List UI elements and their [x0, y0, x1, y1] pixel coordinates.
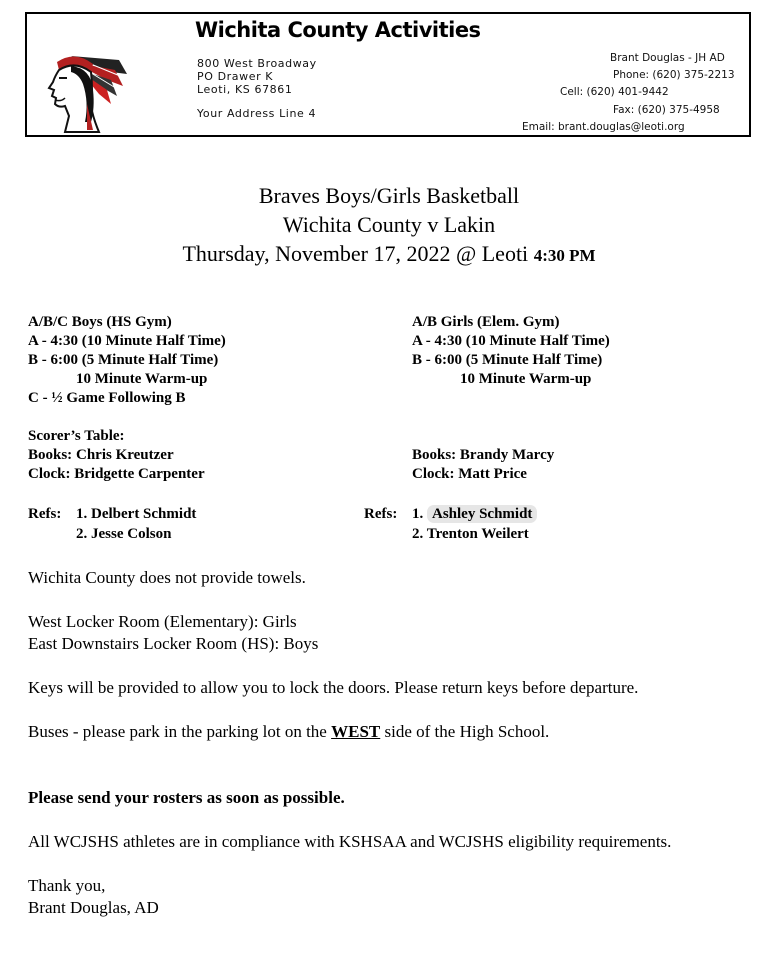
girls-ref-2: 2. Trenton Weilert — [412, 526, 529, 542]
address-line-3: Leoti, KS 67861 — [197, 83, 293, 96]
locker-west: West Locker Room (Elementary): Girls — [28, 612, 297, 631]
heading-line-2: Wichita County v Lakin — [282, 212, 496, 237]
boys-books: Chris Kreutzer — [76, 447, 174, 463]
boys-title: A/B/C Boys (HS Gym) — [28, 314, 172, 330]
contact-name: Brant Douglas - JH AD — [610, 52, 725, 64]
buses-note-end: side of the High School. — [384, 722, 550, 741]
address-line-1: 800 West Broadway — [197, 57, 317, 70]
girls-refs-label: Refs: — [364, 506, 398, 522]
buses-note — [28, 722, 549, 742]
braves-logo — [41, 42, 131, 134]
girls-title: A/B Girls (Elem. Gym) — [412, 314, 560, 330]
boys-refs-label: Refs: — [28, 506, 62, 522]
boys-game-a: A - 4:30 (10 Minute Half Time) — [28, 333, 226, 349]
compliance-note: All WCJSHS athletes are in compliance with KSHSAA and WCJSHS eligibility requirements. — [28, 832, 672, 851]
keys-note: Keys will be provided to allow you to lock the doors. Please return keys before departure. — [28, 678, 639, 697]
boys-clock: Clock: Bridgette Carpenter — [28, 466, 205, 482]
buses-note-start: Buses - please park in the parking lot on the — [28, 722, 327, 741]
contact-phone: Phone: (620) 375-2213 — [613, 69, 735, 81]
girls-game-a: A - 4:30 (10 Minute Half Time) — [412, 333, 610, 349]
signature: Brant Douglas, AD — [28, 898, 159, 917]
address-line-2: PO Drawer K — [197, 70, 274, 83]
boys-ref-2: 2. Jesse Colson — [76, 526, 172, 542]
girls-ref-1-number: 1. — [412, 506, 424, 522]
rosters-note: Please send your rosters as soon as possible. — [28, 788, 345, 807]
address-line-4: Your Address Line 4 — [197, 107, 317, 120]
heading-line-3 — [0, 241, 778, 267]
girls-clock: Clock: Matt Price — [412, 466, 527, 482]
heading-line-1: Braves Boys/Girls Basketball — [258, 183, 520, 208]
contact-fax: Fax: (620) 375-4958 — [613, 104, 720, 116]
girls-ref-1-name-highlight[interactable]: Ashley Schmidt — [427, 505, 537, 523]
letterhead-title: Wichita County Activities — [195, 18, 481, 42]
buses-west-emphasis: WEST — [331, 722, 381, 741]
contact-cell: Cell: (620) 401-9442 — [560, 86, 669, 98]
girls-game-b: B - 6:00 (5 Minute Half Time) — [412, 352, 603, 368]
letterhead — [25, 12, 751, 137]
towels-note: Wichita County does not provide towels. — [28, 568, 306, 587]
heading-time: 4:30 PM — [533, 246, 596, 265]
boys-warmup: 10 Minute Warm-up — [76, 371, 208, 387]
contact-email[interactable]: Email: brant.douglas@leoti.org — [522, 121, 685, 133]
boys-ref-1: 1. Delbert Schmidt — [76, 506, 197, 522]
scorers-title: Scorer’s Table: — [28, 428, 125, 444]
locker-east: East Downstairs Locker Room (HS): Boys — [28, 634, 319, 653]
girls-books: Books: Brandy Marcy — [412, 447, 555, 463]
girls-warmup: 10 Minute Warm-up — [460, 371, 592, 387]
boys-game-c: C - ½ Game Following B — [28, 390, 186, 406]
girls-ref-1 — [412, 506, 537, 523]
thanks: Thank you, — [28, 876, 106, 895]
boys-books-label: Books: — [28, 447, 73, 463]
heading-date: Thursday, November 17, 2022 @ Leoti — [182, 241, 529, 266]
boys-game-b: B - 6:00 (5 Minute Half Time) — [28, 352, 219, 368]
